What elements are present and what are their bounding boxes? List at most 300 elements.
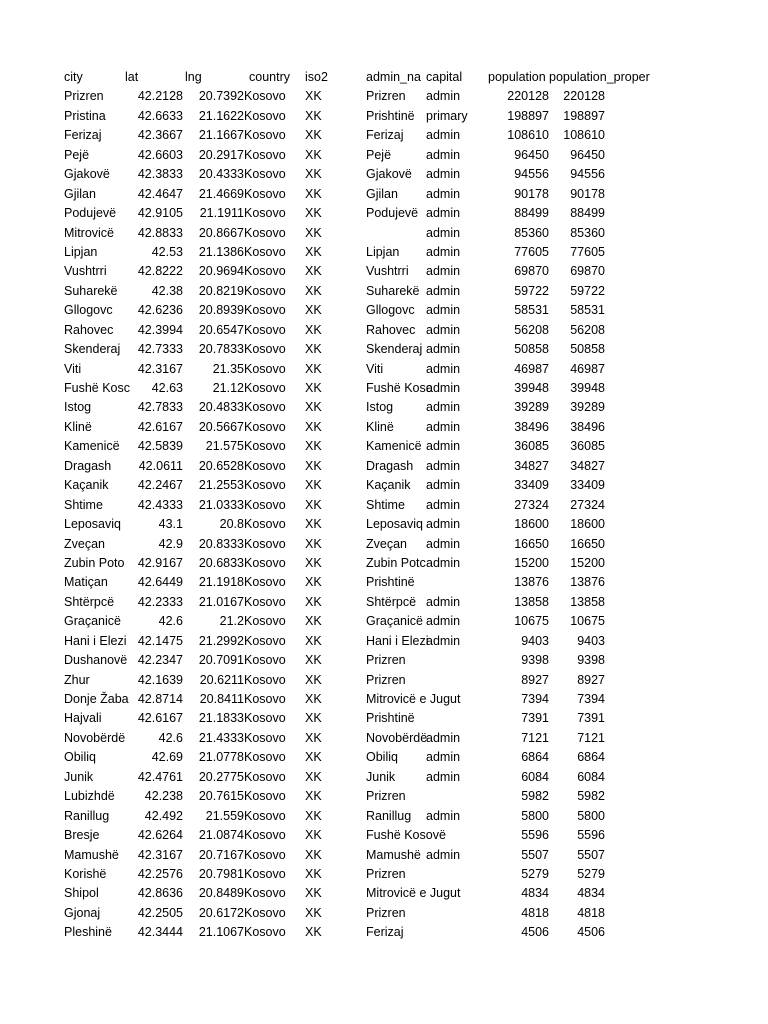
cell-population[interactable]: 50858 [514, 342, 549, 357]
cell-population[interactable]: 34827 [514, 458, 549, 473]
cell-iso2[interactable]: XK [305, 264, 322, 279]
cell-admin-name[interactable]: Shtërpcë [366, 594, 417, 609]
cell-lat[interactable]: 42.5839 [137, 439, 183, 454]
cell-lng[interactable]: 21.1386 [198, 244, 244, 259]
cell-lng[interactable]: 21.1833 [198, 711, 244, 726]
cell-population-proper[interactable]: 58531 [570, 303, 605, 318]
cell-iso2[interactable]: XK [305, 128, 322, 143]
cell-lng[interactable]: 21.575 [205, 439, 244, 454]
cell-population-proper[interactable]: 6864 [577, 750, 605, 765]
cell-country[interactable]: Kosovo [244, 653, 286, 668]
cell-admin-name[interactable]: Hani i Elezi [366, 633, 429, 648]
cell-country[interactable]: Kosovo [244, 594, 286, 609]
cell-lat[interactable]: 42.6449 [137, 575, 183, 590]
cell-admin-name[interactable]: Ferizaj [366, 128, 404, 143]
cell-city[interactable]: Shtërpcë [64, 594, 115, 609]
cell-population-proper[interactable]: 10675 [570, 614, 605, 629]
cell-population[interactable]: 108610 [507, 128, 549, 143]
cell-country[interactable]: Kosovo [244, 244, 286, 259]
cell-lng[interactable]: 20.6833 [198, 555, 244, 570]
cell-city[interactable]: Shipol [64, 886, 99, 901]
cell-lng[interactable]: 20.6547 [198, 322, 244, 337]
cell-lng[interactable]: 21.559 [205, 808, 244, 823]
cell-lat[interactable]: 42.3833 [137, 167, 183, 182]
cell-population[interactable]: 90178 [514, 186, 549, 201]
cell-city[interactable]: Dushanovë [64, 653, 128, 668]
cell-city[interactable]: Zveçan [64, 536, 105, 551]
cell-lat[interactable]: 42.6236 [137, 303, 183, 318]
cell-city[interactable]: Bresje [64, 828, 100, 843]
cell-admin-name[interactable]: Zubin Potc [366, 555, 426, 570]
cell-lng[interactable]: 21.0874 [198, 828, 244, 843]
cell-population-proper[interactable]: 7121 [577, 730, 605, 745]
cell-iso2[interactable]: XK [305, 206, 322, 221]
cell-country[interactable]: Kosovo [244, 400, 286, 415]
cell-population-proper[interactable]: 46987 [570, 361, 605, 376]
cell-lng[interactable]: 21.12 [212, 381, 244, 395]
cell-population[interactable]: 5507 [521, 847, 549, 862]
cell-capital[interactable]: admin [426, 614, 461, 629]
cell-lat[interactable]: 42.38 [151, 283, 183, 298]
cell-iso2[interactable]: XK [305, 517, 322, 532]
cell-lat[interactable]: 42.3444 [137, 925, 183, 940]
cell-lng[interactable]: 21.1622 [198, 108, 244, 123]
cell-admin-name[interactable] [366, 224, 426, 243]
cell-population[interactable]: 4818 [521, 905, 549, 920]
cell-capital[interactable]: admin [426, 244, 461, 259]
cell-population-proper[interactable]: 77605 [570, 244, 605, 259]
cell-population-proper[interactable]: 5507 [577, 847, 605, 862]
cell-iso2[interactable]: XK [305, 283, 322, 298]
cell-iso2[interactable]: XK [305, 692, 322, 706]
cell-lat[interactable]: 42.7833 [137, 400, 183, 415]
cell-country[interactable]: Kosovo [244, 497, 286, 512]
cell-iso2[interactable]: XK [305, 400, 322, 415]
cell-admin-name[interactable]: Gllogovc [366, 303, 415, 318]
cell-iso2[interactable]: XK [305, 458, 322, 473]
cell-country[interactable]: Kosovo [244, 147, 286, 162]
cell-city[interactable]: Matiçan [64, 575, 108, 590]
cell-population-proper[interactable]: 56208 [570, 322, 605, 337]
cell-lng[interactable]: 20.9694 [198, 264, 244, 279]
cell-lat[interactable]: 42.1475 [137, 633, 183, 648]
cell-lng[interactable]: 21.1067 [198, 925, 244, 940]
cell-population-proper[interactable]: 4506 [577, 925, 605, 940]
cell-admin-name[interactable]: Kaçanik [366, 478, 411, 493]
header-city[interactable]: city [64, 70, 83, 84]
cell-city[interactable]: Mitrovicë [64, 225, 115, 240]
cell-capital[interactable]: admin [426, 808, 461, 823]
cell-admin-name[interactable]: Gjilan [366, 186, 398, 201]
cell-city[interactable]: Istog [64, 400, 92, 415]
cell-lat[interactable]: 42.9 [158, 536, 183, 551]
cell-iso2[interactable]: XK [305, 322, 322, 337]
cell-city[interactable]: Gjilan [64, 186, 96, 201]
cell-population-proper[interactable]: 5279 [577, 866, 605, 881]
cell-country[interactable]: Kosovo [244, 536, 286, 551]
cell-population[interactable]: 7121 [521, 730, 549, 745]
cell-lat[interactable]: 42.4647 [137, 186, 183, 201]
cell-lat[interactable]: 42.6 [158, 614, 183, 629]
cell-admin-name[interactable]: Prishtinë [366, 108, 415, 123]
cell-population[interactable]: 56208 [514, 322, 549, 337]
cell-population[interactable]: 39289 [514, 400, 549, 415]
cell-lat[interactable]: 42.2333 [137, 594, 183, 609]
cell-admin-name[interactable]: Mitrovicë e Jugut [366, 692, 461, 706]
cell-capital[interactable]: admin [426, 847, 461, 862]
cell-admin-name[interactable]: Podujevë [366, 206, 419, 221]
cell-population[interactable]: 5596 [521, 828, 549, 843]
cell-capital[interactable]: admin [426, 128, 461, 143]
cell-city[interactable]: Graçanicë [64, 614, 121, 629]
cell-population-proper[interactable]: 220128 [563, 89, 605, 104]
cell-lng[interactable]: 21.1911 [199, 206, 244, 221]
cell-population[interactable]: 220128 [507, 89, 549, 104]
cell-iso2[interactable]: XK [305, 828, 322, 843]
cell-population-proper[interactable]: 198897 [563, 108, 605, 123]
cell-admin-name[interactable]: Obiliq [366, 750, 398, 765]
cell-iso2[interactable]: XK [305, 381, 322, 395]
cell-population-proper[interactable]: 15200 [570, 555, 605, 570]
cell-country[interactable]: Kosovo [244, 322, 286, 337]
cell-country[interactable]: Kosovo [244, 517, 286, 532]
cell-country[interactable]: Kosovo [244, 866, 286, 881]
cell-country[interactable]: Kosovo [244, 458, 286, 473]
cell-population-proper[interactable]: 5982 [577, 789, 605, 804]
cell-iso2[interactable]: XK [305, 789, 322, 804]
cell-iso2[interactable]: XK [305, 847, 322, 862]
cell-iso2[interactable]: XK [305, 342, 322, 357]
cell-iso2[interactable]: XK [305, 186, 322, 201]
cell-country[interactable]: Kosovo [244, 439, 286, 454]
header-population[interactable]: population [488, 70, 546, 84]
cell-admin-name[interactable]: Prizren [366, 866, 406, 881]
cell-country[interactable]: Kosovo [244, 225, 286, 240]
cell-lat[interactable]: 42.0611 [138, 458, 183, 473]
cell-population-proper[interactable]: 85360 [570, 225, 605, 240]
cell-population-proper[interactable]: 33409 [570, 478, 605, 493]
cell-capital[interactable] [426, 690, 488, 709]
cell-lng[interactable]: 20.7833 [198, 342, 244, 357]
cell-population[interactable]: 16650 [514, 536, 549, 551]
cell-iso2[interactable]: XK [305, 555, 322, 570]
cell-city[interactable]: Shtime [64, 497, 103, 512]
cell-lng[interactable]: 20.8939 [198, 303, 244, 318]
cell-capital[interactable]: primary [426, 108, 468, 123]
cell-iso2[interactable]: XK [305, 711, 322, 726]
cell-capital[interactable]: admin [426, 361, 461, 376]
cell-population[interactable]: 39948 [514, 381, 549, 395]
cell-iso2[interactable]: XK [305, 594, 322, 609]
cell-lat[interactable]: 42.8636 [137, 886, 183, 901]
cell-capital[interactable]: admin [426, 750, 461, 765]
cell-population[interactable]: 27324 [514, 497, 549, 512]
cell-city[interactable]: Pejë [64, 147, 90, 162]
cell-city[interactable]: Hani i Elezi [64, 633, 127, 648]
cell-lat[interactable]: 42.6264 [137, 828, 183, 843]
cell-lat[interactable]: 42.69 [151, 750, 183, 765]
cell-population[interactable]: 7391 [521, 711, 549, 726]
cell-capital[interactable] [426, 709, 488, 728]
cell-population[interactable]: 8927 [521, 672, 549, 687]
cell-lng[interactable]: 20.7981 [198, 866, 244, 881]
cell-population-proper[interactable]: 8927 [577, 672, 605, 687]
cell-city[interactable]: Ranillug [64, 808, 110, 823]
cell-population[interactable]: 96450 [514, 147, 549, 162]
cell-city[interactable]: Vushtrri [64, 264, 107, 279]
cell-city[interactable]: Gjonaj [64, 905, 101, 920]
cell-lat[interactable]: 42.9105 [137, 206, 183, 221]
cell-capital[interactable]: admin [426, 419, 461, 434]
cell-lng[interactable]: 21.1918 [198, 575, 244, 590]
cell-population-proper[interactable]: 4834 [577, 886, 605, 901]
cell-admin-name[interactable]: Viti [366, 361, 384, 376]
cell-country[interactable]: Kosovo [244, 692, 286, 706]
cell-admin-name[interactable]: Prishtinë [366, 711, 415, 726]
cell-capital[interactable] [426, 671, 488, 690]
cell-admin-name[interactable]: Junik [366, 769, 396, 784]
cell-population-proper[interactable]: 88499 [570, 206, 605, 221]
cell-iso2[interactable]: XK [305, 653, 322, 668]
cell-lng[interactable]: 20.8333 [198, 536, 244, 551]
cell-admin-name[interactable]: Ferizaj [366, 925, 404, 940]
cell-iso2[interactable]: XK [305, 147, 322, 162]
cell-capital[interactable]: admin [426, 400, 461, 415]
header-capital[interactable]: capital [426, 70, 463, 84]
cell-country[interactable]: Kosovo [244, 555, 286, 570]
cell-admin-name[interactable]: Novobërdë [366, 730, 428, 745]
cell-country[interactable]: Kosovo [244, 769, 286, 784]
cell-lng[interactable]: 20.4833 [198, 400, 244, 415]
cell-lat[interactable]: 42.8833 [137, 225, 183, 240]
cell-country[interactable]: Kosovo [244, 264, 286, 279]
cell-lat[interactable]: 42.3167 [137, 361, 183, 376]
cell-country[interactable]: Kosovo [244, 789, 286, 804]
cell-iso2[interactable]: XK [305, 536, 322, 551]
cell-iso2[interactable]: XK [305, 866, 322, 881]
cell-lng[interactable]: 20.7615 [198, 789, 244, 804]
cell-lng[interactable]: 20.8219 [198, 283, 244, 298]
cell-lng[interactable]: 21.4669 [198, 186, 244, 201]
cell-city[interactable]: Pristina [64, 108, 106, 123]
cell-country[interactable]: Kosovo [244, 108, 286, 123]
cell-admin-name[interactable]: Zveçan [366, 536, 407, 551]
cell-country[interactable]: Kosovo [244, 808, 286, 823]
cell-admin-name[interactable]: Klinë [366, 419, 394, 434]
cell-city[interactable]: Zhur [64, 672, 90, 687]
cell-lat[interactable]: 42.6167 [137, 711, 183, 726]
cell-lat[interactable]: 42.8222 [137, 264, 183, 279]
cell-admin-name[interactable]: Prizren [366, 89, 406, 104]
header-country[interactable]: country [249, 70, 290, 84]
cell-lat[interactable]: 42.6603 [137, 147, 183, 162]
cell-admin-name[interactable]: Kamenicë [366, 439, 422, 454]
cell-lng[interactable]: 20.2917 [198, 147, 244, 162]
cell-country[interactable]: Kosovo [244, 828, 286, 843]
cell-capital[interactable]: admin [426, 439, 461, 454]
cell-lng[interactable]: 21.2553 [198, 478, 244, 493]
cell-admin-name[interactable]: Prishtinë [366, 575, 415, 590]
cell-lat[interactable]: 42.6167 [137, 419, 183, 434]
cell-population-proper[interactable]: 13876 [570, 575, 605, 590]
cell-lng[interactable]: 21.0778 [198, 750, 244, 765]
cell-iso2[interactable]: XK [305, 419, 322, 434]
cell-city[interactable]: Kamenicë [64, 439, 120, 454]
cell-country[interactable]: Kosovo [244, 381, 286, 395]
cell-city[interactable]: Zubin Poto [64, 555, 125, 570]
cell-iso2[interactable]: XK [305, 575, 322, 590]
cell-lat[interactable]: 42.3994 [137, 322, 183, 337]
cell-country[interactable]: Kosovo [244, 186, 286, 201]
cell-admin-name[interactable]: Leposaviq [366, 517, 423, 532]
cell-country[interactable]: Kosovo [244, 419, 286, 434]
cell-capital[interactable] [426, 884, 488, 903]
cell-city[interactable]: Novobërdë [64, 730, 126, 745]
cell-population[interactable]: 77605 [514, 244, 549, 259]
cell-population[interactable]: 85360 [514, 225, 549, 240]
cell-admin-name[interactable]: Prizren [366, 653, 406, 668]
cell-lat[interactable]: 42.492 [144, 808, 183, 823]
cell-lng[interactable]: 21.2 [219, 614, 244, 629]
cell-lng[interactable]: 20.5667 [198, 419, 244, 434]
cell-iso2[interactable]: XK [305, 497, 322, 512]
cell-lat[interactable]: 42.4333 [137, 497, 183, 512]
cell-population[interactable]: 13858 [514, 594, 549, 609]
cell-capital[interactable]: admin [426, 147, 461, 162]
cell-lat[interactable]: 42.2347 [137, 653, 183, 668]
cell-capital[interactable]: admin [426, 497, 461, 512]
cell-lng[interactable]: 20.6211 [199, 672, 244, 687]
cell-iso2[interactable]: XK [305, 89, 322, 104]
cell-iso2[interactable]: XK [305, 886, 322, 901]
cell-city[interactable]: Klinë [64, 419, 92, 434]
cell-admin-name[interactable]: Dragash [366, 458, 414, 473]
cell-admin-name[interactable]: Fushë Kosc [366, 381, 433, 395]
cell-population-proper[interactable]: 69870 [570, 264, 605, 279]
cell-population-proper[interactable]: 13858 [570, 594, 605, 609]
cell-lat[interactable]: 42.6 [158, 730, 183, 745]
cell-admin-name[interactable]: Fushë Kosovë [366, 828, 446, 843]
cell-population[interactable]: 33409 [514, 478, 549, 493]
cell-admin-name[interactable]: Graçanicë [366, 614, 423, 629]
cell-capital[interactable]: admin [426, 555, 461, 570]
cell-population-proper[interactable]: 39948 [570, 381, 605, 395]
header-lat[interactable]: lat [125, 70, 139, 84]
cell-admin-name[interactable]: Mamushë [366, 847, 421, 862]
cell-city[interactable]: Lipjan [64, 244, 98, 259]
cell-city[interactable]: Podujevë [64, 206, 117, 221]
header-population-proper[interactable]: population_proper [549, 70, 650, 84]
cell-population[interactable]: 5279 [521, 866, 549, 881]
cell-iso2[interactable]: XK [305, 730, 322, 745]
cell-capital[interactable] [426, 573, 488, 592]
cell-city[interactable]: Prizren [64, 89, 104, 104]
cell-city[interactable]: Donje Žaba [64, 692, 129, 706]
cell-capital[interactable]: admin [426, 381, 461, 395]
cell-population[interactable]: 15200 [514, 555, 549, 570]
cell-lat[interactable]: 42.2128 [137, 89, 183, 104]
cell-country[interactable]: Kosovo [244, 478, 286, 493]
cell-population-proper[interactable]: 59722 [570, 283, 605, 298]
cell-admin-name[interactable]: Skenderaj [366, 342, 423, 357]
cell-country[interactable]: Kosovo [244, 89, 286, 104]
cell-capital[interactable] [426, 826, 488, 845]
cell-population[interactable]: 5982 [521, 789, 549, 804]
cell-lng[interactable]: 20.4333 [198, 167, 244, 182]
cell-population-proper[interactable]: 34827 [570, 458, 605, 473]
cell-population[interactable]: 59722 [514, 283, 549, 298]
header-admin-name[interactable]: admin_na [366, 70, 421, 84]
cell-population[interactable]: 7394 [521, 692, 549, 706]
cell-lng[interactable]: 21.4333 [198, 730, 244, 745]
cell-lng[interactable]: 20.8411 [199, 692, 244, 706]
cell-admin-name[interactable]: Mitrovicë e Jugut [366, 886, 461, 901]
cell-country[interactable]: Kosovo [244, 206, 286, 221]
cell-capital[interactable]: admin [426, 342, 461, 357]
cell-population-proper[interactable]: 5596 [577, 828, 605, 843]
cell-population-proper[interactable]: 5800 [577, 808, 605, 823]
cell-population-proper[interactable]: 38496 [570, 419, 605, 434]
cell-admin-name[interactable]: Prizren [366, 672, 406, 687]
cell-city[interactable]: Kaçanik [64, 478, 109, 493]
cell-iso2[interactable]: XK [305, 750, 322, 765]
cell-capital[interactable]: admin [426, 225, 461, 240]
cell-population-proper[interactable]: 94556 [570, 167, 605, 182]
cell-iso2[interactable]: XK [305, 225, 322, 240]
cell-admin-name[interactable]: Pejë [366, 147, 392, 162]
cell-capital[interactable]: admin [426, 478, 461, 493]
cell-admin-name[interactable]: Shtime [366, 497, 405, 512]
cell-admin-name[interactable]: Suharekë [366, 283, 420, 298]
cell-capital[interactable]: admin [426, 89, 461, 104]
cell-iso2[interactable]: XK [305, 108, 322, 123]
cell-lat[interactable]: 42.53 [151, 244, 183, 259]
cell-lat[interactable]: 42.2505 [137, 905, 183, 920]
cell-iso2[interactable]: XK [305, 361, 322, 376]
cell-capital[interactable]: admin [426, 769, 461, 784]
cell-city[interactable]: Suharekë [64, 283, 118, 298]
cell-capital[interactable]: admin [426, 322, 461, 337]
cell-population[interactable]: 58531 [514, 303, 549, 318]
cell-city[interactable]: Pleshinë [64, 925, 112, 940]
cell-lng[interactable]: 20.8667 [198, 225, 244, 240]
cell-country[interactable]: Kosovo [244, 283, 286, 298]
cell-population-proper[interactable]: 7391 [577, 711, 605, 726]
cell-country[interactable]: Kosovo [244, 575, 286, 590]
cell-country[interactable]: Kosovo [244, 633, 286, 648]
cell-lng[interactable]: 20.2775 [198, 769, 244, 784]
cell-population[interactable]: 4506 [521, 925, 549, 940]
cell-admin-name[interactable]: Gjakovë [366, 167, 412, 182]
cell-iso2[interactable]: XK [305, 633, 322, 648]
cell-capital[interactable] [426, 787, 488, 806]
cell-iso2[interactable]: XK [305, 244, 322, 259]
cell-country[interactable]: Kosovo [244, 730, 286, 745]
cell-lat[interactable]: 42.2576 [137, 866, 183, 881]
cell-capital[interactable] [426, 651, 488, 670]
cell-city[interactable]: Hajvali [64, 711, 102, 726]
cell-population[interactable]: 46987 [514, 361, 549, 376]
cell-capital[interactable]: admin [426, 206, 461, 221]
cell-capital[interactable]: admin [426, 633, 461, 648]
cell-city[interactable]: Gllogovc [64, 303, 113, 318]
cell-population[interactable]: 69870 [514, 264, 549, 279]
cell-lng[interactable]: 20.7091 [198, 653, 244, 668]
cell-lat[interactable]: 43.1 [158, 517, 183, 532]
cell-iso2[interactable]: XK [305, 905, 322, 920]
cell-city[interactable]: Viti [64, 361, 82, 376]
cell-admin-name[interactable]: Ranillug [366, 808, 412, 823]
